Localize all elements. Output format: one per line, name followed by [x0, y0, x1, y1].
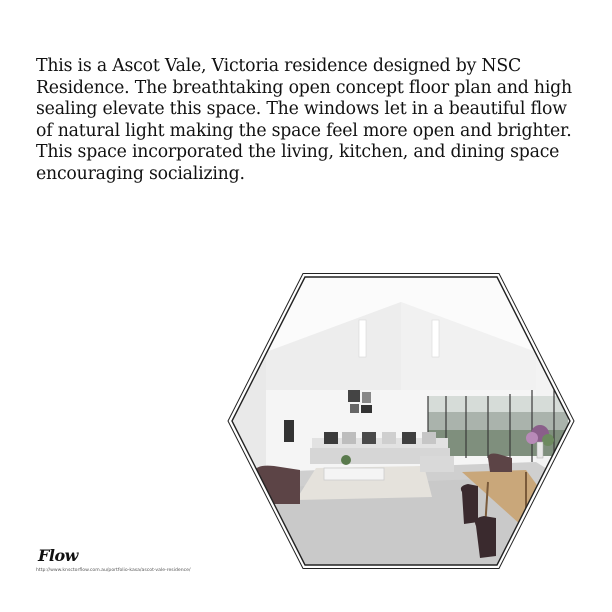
description-text: This is a Ascot Vale, Victoria residence designed by NSC Residence. The breathtaking open concept floor plan and high sealing elevate this space. The windows let in a beautiful flow of natural light making the space feel more open and brighter. This space incorporated the living, kitchen, and dining space encouraging socializing. [36, 56, 572, 184]
source-url[interactable]: http://www.knsctorflow.com.au/portfolio-kasa/ascot-vale-residence/ [36, 568, 191, 573]
skylight-window [359, 320, 366, 357]
wall-art-icon [348, 390, 360, 402]
skylight-window [432, 320, 439, 357]
flow-logo: Flow [38, 546, 78, 565]
room-photo-hexagon [226, 272, 576, 570]
coffee-table [324, 468, 384, 480]
interior-photo [226, 272, 576, 570]
